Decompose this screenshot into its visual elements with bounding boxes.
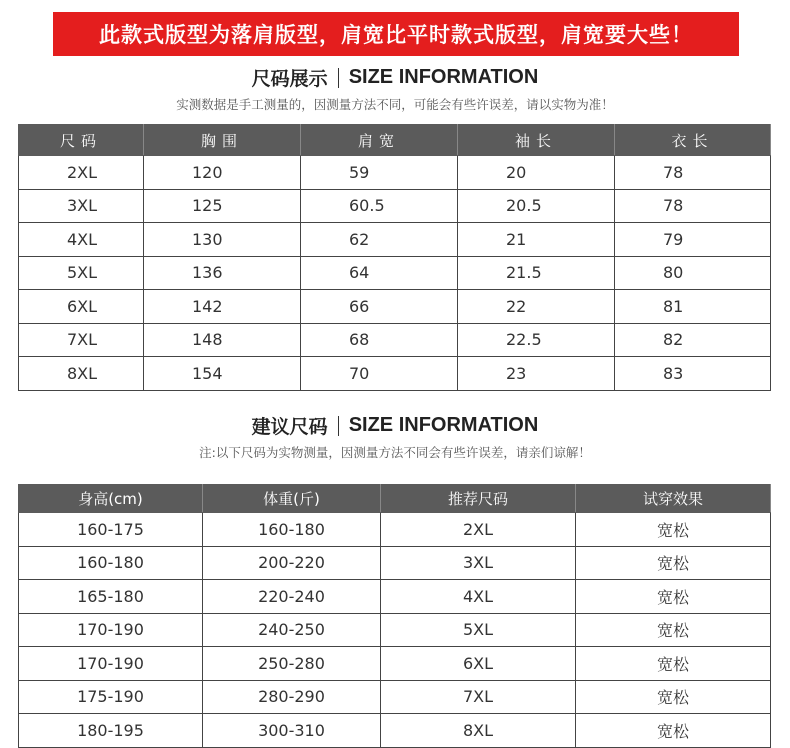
size-table-cell: 70 xyxy=(301,357,458,391)
recommend-table-cell: 280-290 xyxy=(203,680,381,714)
size-table-cell: 62 xyxy=(301,223,458,257)
size-table-header-cell: 袖长 xyxy=(458,125,615,156)
size-table-cell: 81 xyxy=(615,290,771,324)
recommend-table-header-cell: 推荐尺码 xyxy=(381,485,576,513)
size-table-cell: 21.5 xyxy=(458,256,615,290)
recommend-table-header-cell: 体重(斤) xyxy=(203,485,381,513)
recommend-table-row xyxy=(19,680,771,714)
size-table-row xyxy=(19,223,771,257)
recommend-table-row xyxy=(19,580,771,614)
recommend-table-cell: 240-250 xyxy=(203,613,381,647)
recommend-table-cell: 160-180 xyxy=(203,513,381,547)
size-table-cell: 79 xyxy=(615,223,771,257)
size-table-cell: 78 xyxy=(615,189,771,223)
recommend-section-title xyxy=(0,412,790,439)
recommend-table-cell: 宽松 xyxy=(576,580,771,614)
recommend-title-cn: 建议尺码 xyxy=(251,416,328,438)
size-table-cell: 4XL xyxy=(19,223,144,257)
recommend-table-cell: 180-195 xyxy=(19,714,203,748)
size-table-row xyxy=(19,357,771,391)
recommend-table-cell: 200-220 xyxy=(203,546,381,580)
recommend-table-header-cell: 试穿效果 xyxy=(576,485,771,513)
size-title-en: SIZE INFORMATION xyxy=(348,66,539,88)
recommend-table-cell: 160-175 xyxy=(19,513,203,547)
recommend-table xyxy=(18,484,771,748)
size-table-cell: 21 xyxy=(458,223,615,257)
recommend-table-row xyxy=(19,647,771,681)
size-table-cell: 78 xyxy=(615,156,771,190)
size-table-cell: 148 xyxy=(144,323,301,357)
recommend-table-row xyxy=(19,613,771,647)
size-section-note: 实测数据是手工测量的，因测量方法不同，可能会有些许误差，请以实物为准！ xyxy=(176,97,614,112)
recommend-table-cell: 3XL xyxy=(381,546,576,580)
size-table-header-cell: 肩宽 xyxy=(301,125,458,156)
size-table-row xyxy=(19,189,771,223)
recommend-table-header-cell: 身高(cm) xyxy=(19,485,203,513)
title-divider xyxy=(338,68,339,88)
size-table-cell: 83 xyxy=(615,357,771,391)
size-table-cell: 3XL xyxy=(19,189,144,223)
recommend-table-cell: 7XL xyxy=(381,680,576,714)
recommend-table-row xyxy=(19,714,771,748)
size-table-cell: 68 xyxy=(301,323,458,357)
recommend-table-cell: 5XL xyxy=(381,613,576,647)
size-table xyxy=(18,124,771,391)
recommend-table-cell: 4XL xyxy=(381,580,576,614)
size-table-cell: 64 xyxy=(301,256,458,290)
size-table-cell: 130 xyxy=(144,223,301,257)
size-table-cell: 2XL xyxy=(19,156,144,190)
recommend-table-cell: 2XL xyxy=(381,513,576,547)
size-table-cell: 59 xyxy=(301,156,458,190)
title-divider xyxy=(338,416,339,436)
size-table-cell: 82 xyxy=(615,323,771,357)
size-table-header-cell: 胸围 xyxy=(144,125,301,156)
size-table-cell: 142 xyxy=(144,290,301,324)
size-table-row xyxy=(19,256,771,290)
recommend-table-row xyxy=(19,513,771,547)
size-table-cell: 136 xyxy=(144,256,301,290)
recommend-table-cell: 170-190 xyxy=(19,613,203,647)
size-table-cell: 125 xyxy=(144,189,301,223)
recommend-table-cell: 宽松 xyxy=(576,546,771,580)
recommend-table-cell: 宽松 xyxy=(576,513,771,547)
size-table-cell: 7XL xyxy=(19,323,144,357)
size-table-cell: 80 xyxy=(615,256,771,290)
size-table-header xyxy=(19,125,771,156)
size-table-cell: 22 xyxy=(458,290,615,324)
size-table-cell: 8XL xyxy=(19,357,144,391)
size-title-cn: 尺码展示 xyxy=(251,68,328,90)
recommend-table-cell: 6XL xyxy=(381,647,576,681)
size-table-cell: 22.5 xyxy=(458,323,615,357)
size-table-header-cell: 尺码 xyxy=(19,125,144,156)
recommend-table-cell: 300-310 xyxy=(203,714,381,748)
size-table-cell: 23 xyxy=(458,357,615,391)
size-table-cell: 6XL xyxy=(19,290,144,324)
recommend-table-cell: 170-190 xyxy=(19,647,203,681)
recommend-table-cell: 8XL xyxy=(381,714,576,748)
recommend-table-cell: 宽松 xyxy=(576,680,771,714)
size-table-row xyxy=(19,323,771,357)
size-table-row xyxy=(19,290,771,324)
warning-banner: 此款式版型为落肩版型，肩宽比平时款式版型，肩宽要大些！ xyxy=(53,12,739,56)
recommend-table-cell: 宽松 xyxy=(576,714,771,748)
size-table-cell: 60.5 xyxy=(301,189,458,223)
recommend-table-cell: 160-180 xyxy=(19,546,203,580)
size-table-header-cell: 衣长 xyxy=(615,125,771,156)
recommend-table-cell: 宽松 xyxy=(576,647,771,681)
recommend-table-cell: 宽松 xyxy=(576,613,771,647)
size-table-row xyxy=(19,156,771,190)
recommend-section-note: 注:以下尺码为实物测量，因测量方法不同会有些许误差，请亲们谅解！ xyxy=(199,445,591,460)
size-table-cell: 20 xyxy=(458,156,615,190)
size-table-cell: 20.5 xyxy=(458,189,615,223)
size-table-cell: 154 xyxy=(144,357,301,391)
recommend-table-row xyxy=(19,546,771,580)
recommend-table-cell: 165-180 xyxy=(19,580,203,614)
recommend-table-cell: 220-240 xyxy=(203,580,381,614)
recommend-table-cell: 250-280 xyxy=(203,647,381,681)
recommend-table-header xyxy=(19,485,771,513)
size-table-cell: 120 xyxy=(144,156,301,190)
size-section-title xyxy=(0,64,790,91)
recommend-title-en: SIZE INFORMATION xyxy=(348,414,539,436)
size-table-cell: 66 xyxy=(301,290,458,324)
size-table-cell: 5XL xyxy=(19,256,144,290)
recommend-table-cell: 175-190 xyxy=(19,680,203,714)
